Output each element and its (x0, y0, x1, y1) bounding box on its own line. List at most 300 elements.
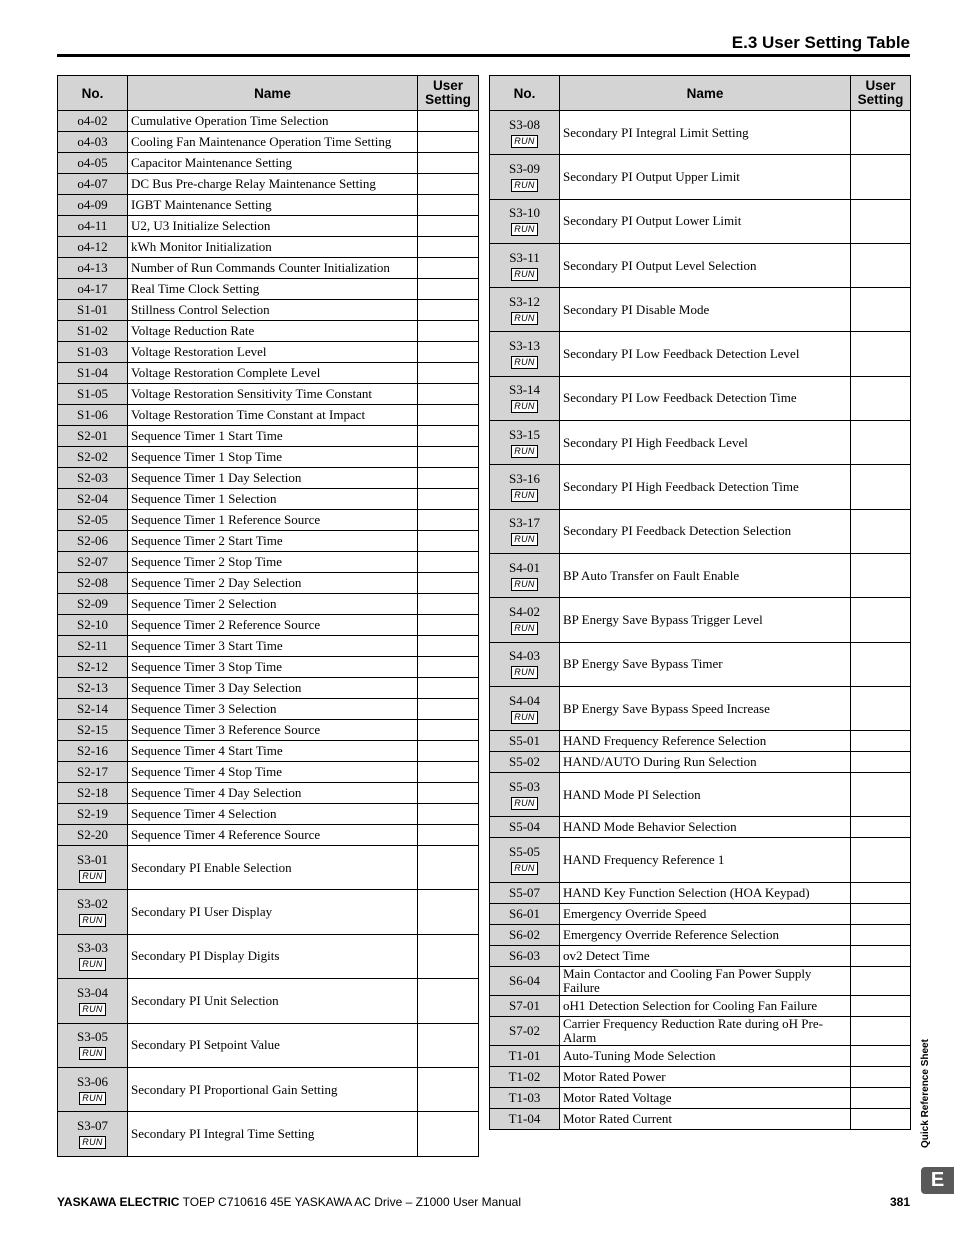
parameter-number: S3-13 (508, 338, 541, 354)
user-setting-cell[interactable] (418, 195, 479, 216)
user-setting-cell[interactable] (851, 838, 911, 882)
parameter-number: S3-01 (76, 851, 109, 867)
parameter-name: Voltage Reduction Rate (128, 321, 418, 342)
table-row (490, 924, 911, 945)
run-badge-icon: RUN (511, 179, 537, 192)
user-setting-cell[interactable] (851, 376, 911, 420)
user-setting-cell[interactable] (851, 945, 911, 966)
parameter-name: HAND Frequency Reference 1 (560, 838, 851, 882)
parameter-name: Sequence Timer 1 Start Time (128, 426, 418, 447)
parameter-number-cell (58, 741, 128, 762)
parameter-number-cell (490, 966, 560, 995)
parameter-number: S3-16 (508, 471, 541, 487)
parameter-number-cell (58, 825, 128, 846)
user-setting-cell[interactable] (851, 553, 911, 597)
user-setting-cell[interactable] (418, 657, 479, 678)
parameter-name: HAND/AUTO During Run Selection (560, 752, 851, 773)
table-row (58, 783, 479, 804)
parameter-number: S5-03 (508, 778, 541, 794)
parameter-number-cell (58, 594, 128, 615)
parameter-name: Secondary PI Output Upper Limit (560, 155, 851, 199)
parameter-number-cell (490, 199, 560, 243)
parameter-number-cell (490, 465, 560, 509)
parameter-number: S3-09 (508, 160, 541, 176)
parameter-number-cell (58, 237, 128, 258)
user-setting-cell[interactable] (851, 509, 911, 553)
column-header-name: Name (560, 76, 851, 111)
parameter-number-cell (58, 573, 128, 594)
parameter-number-cell (490, 995, 560, 1016)
table-row (58, 195, 479, 216)
parameter-number: o4-09 (77, 197, 108, 212)
parameter-number-cell (58, 405, 128, 426)
user-setting-cell[interactable] (418, 237, 479, 258)
parameter-number: S4-03 (508, 648, 541, 664)
parameter-name: Secondary PI User Display (128, 890, 418, 934)
table-row (58, 510, 479, 531)
user-setting-cell[interactable] (418, 934, 479, 978)
run-badge-icon: RUN (79, 870, 105, 883)
user-setting-cell[interactable] (418, 216, 479, 237)
table-row (58, 825, 479, 846)
side-tab-label: Quick Reference Sheet (920, 1039, 931, 1148)
user-setting-cell[interactable] (418, 720, 479, 741)
user-setting-cell[interactable] (418, 111, 479, 132)
parameter-number: S2-17 (76, 764, 109, 779)
parameter-number-cell (490, 882, 560, 903)
parameter-name: Cooling Fan Maintenance Operation Time Setting (128, 132, 418, 153)
user-setting-cell[interactable] (418, 1023, 479, 1067)
parameter-number: S3-17 (508, 515, 541, 531)
user-setting-cell[interactable] (418, 552, 479, 573)
parameter-name: Capacitor Maintenance Setting (128, 153, 418, 174)
table-row (58, 447, 479, 468)
footer-brand: YASKAWA ELECTRIC (57, 1195, 180, 1209)
parameter-number-cell (490, 1108, 560, 1129)
parameter-number-cell (490, 1045, 560, 1066)
user-setting-cell[interactable] (418, 573, 479, 594)
run-badge-icon: RUN (79, 1092, 105, 1105)
user-setting-cell[interactable] (851, 995, 911, 1016)
table-row (58, 804, 479, 825)
table-row (58, 153, 479, 174)
parameter-name: Sequence Timer 1 Selection (128, 489, 418, 510)
table-row (58, 594, 479, 615)
user-setting-cell[interactable] (851, 752, 911, 773)
parameter-name: Secondary PI Unit Selection (128, 979, 418, 1023)
parameter-number-cell (58, 783, 128, 804)
parameter-name: Secondary PI Integral Limit Setting (560, 111, 851, 155)
run-badge-icon: RUN (511, 489, 537, 502)
user-setting-cell[interactable] (418, 804, 479, 825)
table-row (58, 111, 479, 132)
user-setting-cell[interactable] (418, 531, 479, 552)
parameter-number: S6-01 (508, 905, 541, 921)
parameter-name: Secondary PI Output Level Selection (560, 243, 851, 287)
parameter-name: kWh Monitor Initialization (128, 237, 418, 258)
parameter-number: S2-18 (76, 785, 109, 800)
user-setting-cell[interactable] (418, 594, 479, 615)
parameter-number: S2-05 (76, 512, 109, 527)
user-setting-cell[interactable] (418, 846, 479, 890)
parameter-number: S1-06 (76, 407, 109, 422)
parameter-name: Main Contactor and Cooling Fan Power Supply Failure (560, 966, 851, 995)
parameter-number-cell (490, 924, 560, 945)
table-row (58, 468, 479, 489)
parameter-number-cell (490, 553, 560, 597)
user-setting-cell[interactable] (851, 817, 911, 838)
table-row (58, 1067, 479, 1111)
table-row (58, 636, 479, 657)
user-setting-table-left (57, 75, 479, 1157)
user-setting-cell[interactable] (418, 825, 479, 846)
run-badge-icon: RUN (511, 622, 537, 635)
table-row (490, 509, 911, 553)
parameter-name: Sequence Timer 4 Selection (128, 804, 418, 825)
parameter-name: BP Energy Save Bypass Speed Increase (560, 686, 851, 730)
parameter-number: S3-07 (76, 1118, 109, 1134)
parameter-number-cell (58, 1023, 128, 1067)
table-row (58, 342, 479, 363)
table-row (58, 132, 479, 153)
parameter-number: S3-05 (76, 1029, 109, 1045)
parameter-number-cell (490, 155, 560, 199)
table-row (490, 421, 911, 465)
parameter-number: o4-17 (77, 281, 108, 296)
user-setting-cell[interactable] (851, 332, 911, 376)
user-setting-cell[interactable] (418, 447, 479, 468)
table-row (58, 237, 479, 258)
parameter-name: Real Time Clock Setting (128, 279, 418, 300)
table-row (490, 465, 911, 509)
parameter-number: S2-12 (76, 659, 109, 674)
parameter-number: S2-14 (76, 701, 109, 716)
user-setting-cell[interactable] (851, 1066, 911, 1087)
table-row (58, 678, 479, 699)
parameter-number-cell (490, 288, 560, 332)
parameter-number-cell (58, 132, 128, 153)
user-setting-cell[interactable] (418, 384, 479, 405)
parameter-number-cell (490, 773, 560, 817)
parameter-number: T1-02 (508, 1068, 541, 1084)
user-setting-cell[interactable] (418, 258, 479, 279)
column-header-name: Name (128, 76, 418, 111)
user-setting-cell[interactable] (851, 966, 911, 995)
parameter-number-cell (58, 934, 128, 978)
user-setting-cell[interactable] (851, 421, 911, 465)
parameter-number-cell (58, 216, 128, 237)
parameter-number-cell (58, 531, 128, 552)
table-row (58, 384, 479, 405)
parameter-number: S4-02 (508, 603, 541, 619)
parameter-number-cell (58, 657, 128, 678)
user-setting-cell[interactable] (418, 741, 479, 762)
table-row (490, 598, 911, 642)
parameter-name: Cumulative Operation Time Selection (128, 111, 418, 132)
table-row (490, 1087, 911, 1108)
table-row (490, 686, 911, 730)
table-row (490, 817, 911, 838)
user-setting-cell[interactable] (418, 132, 479, 153)
column-header-no: No. (58, 76, 128, 111)
parameter-number-cell (58, 720, 128, 741)
table-row (490, 199, 911, 243)
parameter-name: BP Auto Transfer on Fault Enable (560, 553, 851, 597)
parameter-name: Sequence Timer 2 Start Time (128, 531, 418, 552)
parameter-number-cell (58, 258, 128, 279)
user-setting-cell[interactable] (418, 1112, 479, 1156)
parameter-number: S1-05 (76, 386, 109, 401)
user-setting-cell[interactable] (851, 598, 911, 642)
parameter-number: S3-04 (76, 984, 109, 1000)
user-setting-cell[interactable] (418, 405, 479, 426)
parameter-name: Secondary PI Low Feedback Detection Level (560, 332, 851, 376)
run-badge-icon: RUN (79, 914, 105, 927)
parameter-name: Stillness Control Selection (128, 300, 418, 321)
run-badge-icon: RUN (511, 711, 537, 724)
parameter-number-cell (490, 332, 560, 376)
table-row (490, 553, 911, 597)
parameter-name: Secondary PI Setpoint Value (128, 1023, 418, 1067)
parameter-number-cell (58, 489, 128, 510)
run-badge-icon: RUN (511, 135, 537, 148)
run-badge-icon: RUN (511, 578, 537, 591)
user-setting-cell[interactable] (851, 903, 911, 924)
parameter-name: Voltage Restoration Complete Level (128, 363, 418, 384)
table-row (58, 531, 479, 552)
parameter-number-cell (58, 804, 128, 825)
parameter-name: Secondary PI Display Digits (128, 934, 418, 978)
user-setting-cell[interactable] (418, 342, 479, 363)
parameter-number-cell (490, 376, 560, 420)
user-setting-cell[interactable] (418, 783, 479, 804)
table-row (490, 731, 911, 752)
parameter-number-cell (490, 686, 560, 730)
parameter-number: S6-03 (508, 947, 541, 963)
footer (57, 1195, 521, 1209)
user-setting-cell[interactable] (851, 924, 911, 945)
parameter-name: Sequence Timer 4 Stop Time (128, 762, 418, 783)
table-row (58, 741, 479, 762)
table-row (490, 838, 911, 882)
user-setting-cell[interactable] (851, 465, 911, 509)
run-badge-icon: RUN (511, 862, 537, 875)
parameter-name: HAND Key Function Selection (HOA Keypad) (560, 882, 851, 903)
parameter-number: S5-05 (508, 844, 541, 860)
user-setting-cell[interactable] (418, 979, 479, 1023)
parameter-number: S3-12 (508, 293, 541, 309)
table-row (58, 615, 479, 636)
table-row (58, 489, 479, 510)
user-setting-cell[interactable] (418, 489, 479, 510)
user-setting-cell[interactable] (418, 1067, 479, 1111)
parameter-number-cell (58, 300, 128, 321)
parameter-number: S3-03 (76, 940, 109, 956)
parameter-number: o4-11 (77, 218, 108, 233)
parameter-name: IGBT Maintenance Setting (128, 195, 418, 216)
table-row (58, 762, 479, 783)
table-row (490, 332, 911, 376)
table-row (490, 376, 911, 420)
parameter-name: Secondary PI Proportional Gain Setting (128, 1067, 418, 1111)
user-setting-cell[interactable] (851, 243, 911, 287)
parameter-number: o4-03 (77, 134, 108, 149)
parameter-number: S2-08 (76, 575, 109, 590)
parameter-number: o4-02 (77, 113, 108, 128)
user-setting-cell[interactable] (851, 642, 911, 686)
parameter-number-cell (490, 817, 560, 838)
parameter-number: S4-01 (508, 559, 541, 575)
parameter-number: T1-04 (508, 1110, 541, 1126)
table-row (58, 216, 479, 237)
user-setting-cell[interactable] (418, 678, 479, 699)
user-setting-cell[interactable] (418, 279, 479, 300)
parameter-number-cell (490, 421, 560, 465)
parameter-number: S3-15 (508, 426, 541, 442)
user-setting-cell[interactable] (418, 426, 479, 447)
parameter-number: S1-03 (76, 344, 109, 359)
parameter-number-cell (58, 321, 128, 342)
parameter-name: Voltage Restoration Level (128, 342, 418, 363)
parameter-number: o4-05 (77, 155, 108, 170)
parameter-number-cell (58, 111, 128, 132)
parameter-number: S2-13 (76, 680, 109, 695)
table-row (58, 1112, 479, 1156)
parameter-name: Motor Rated Current (560, 1108, 851, 1129)
side-tab-letter: E (921, 1167, 954, 1194)
user-setting-cell[interactable] (851, 155, 911, 199)
user-setting-cell[interactable] (851, 288, 911, 332)
parameter-number-cell (58, 195, 128, 216)
table-row (58, 174, 479, 195)
run-badge-icon: RUN (79, 1003, 105, 1016)
user-setting-cell[interactable] (851, 773, 911, 817)
user-setting-cell[interactable] (851, 1016, 911, 1045)
user-setting-cell[interactable] (418, 636, 479, 657)
parameter-name: HAND Mode PI Selection (560, 773, 851, 817)
run-badge-icon: RUN (511, 533, 537, 546)
user-setting-cell[interactable] (418, 174, 479, 195)
parameter-number: S7-02 (508, 1022, 541, 1038)
user-setting-cell[interactable] (418, 762, 479, 783)
parameter-number: S3-11 (509, 249, 540, 265)
parameter-number: T1-01 (508, 1047, 541, 1063)
parameter-number-cell (58, 426, 128, 447)
parameter-name: Motor Rated Voltage (560, 1087, 851, 1108)
parameter-number: S3-10 (508, 205, 541, 221)
user-setting-cell[interactable] (851, 1087, 911, 1108)
parameter-name: Secondary PI High Feedback Level (560, 421, 851, 465)
table-row (490, 903, 911, 924)
parameter-name: Secondary PI Output Lower Limit (560, 199, 851, 243)
user-setting-cell[interactable] (418, 615, 479, 636)
table-row (490, 288, 911, 332)
table-row (58, 552, 479, 573)
page-number: 381 (889, 1195, 910, 1209)
parameter-number-cell (58, 615, 128, 636)
parameter-name: Sequence Timer 4 Day Selection (128, 783, 418, 804)
user-setting-cell[interactable] (418, 153, 479, 174)
parameter-name: HAND Frequency Reference Selection (560, 731, 851, 752)
parameter-name: Secondary PI Integral Time Setting (128, 1112, 418, 1156)
parameter-name: Sequence Timer 3 Start Time (128, 636, 418, 657)
parameter-name: Sequence Timer 2 Day Selection (128, 573, 418, 594)
user-setting-cell[interactable] (851, 731, 911, 752)
user-setting-cell[interactable] (418, 699, 479, 720)
parameter-number-cell (58, 890, 128, 934)
table-row (58, 573, 479, 594)
parameter-number: S5-04 (508, 819, 541, 835)
table-row (58, 1023, 479, 1067)
table-row (58, 699, 479, 720)
parameter-number-cell (490, 752, 560, 773)
parameter-number-cell (490, 903, 560, 924)
parameter-number: S3-14 (508, 382, 541, 398)
user-setting-cell[interactable] (851, 111, 911, 155)
parameter-number: S1-02 (76, 323, 109, 338)
table-row (490, 1016, 911, 1045)
user-setting-cell[interactable] (851, 199, 911, 243)
parameter-number-cell (58, 174, 128, 195)
parameter-number-cell (58, 762, 128, 783)
parameter-number-cell (490, 1066, 560, 1087)
table-row (490, 752, 911, 773)
parameter-number: S6-02 (508, 926, 541, 942)
parameter-number-cell (58, 153, 128, 174)
parameter-name: Emergency Override Speed (560, 903, 851, 924)
parameter-number: S2-06 (76, 533, 109, 548)
parameter-number-cell (58, 979, 128, 1023)
table-row (490, 243, 911, 287)
table-row (490, 1066, 911, 1087)
parameter-number: o4-12 (77, 239, 108, 254)
user-setting-cell[interactable] (418, 363, 479, 384)
table-row (58, 979, 479, 1023)
table-row (58, 890, 479, 934)
user-setting-cell[interactable] (851, 1045, 911, 1066)
parameter-name: Sequence Timer 3 Day Selection (128, 678, 418, 699)
parameter-name: Number of Run Commands Counter Initialization (128, 258, 418, 279)
user-setting-cell[interactable] (851, 882, 911, 903)
parameter-number: S5-01 (508, 733, 541, 749)
user-setting-cell[interactable] (851, 686, 911, 730)
parameter-number-cell (490, 642, 560, 686)
parameter-name: Secondary PI Feedback Detection Selection (560, 509, 851, 553)
table-row (58, 846, 479, 890)
user-setting-cell[interactable] (418, 890, 479, 934)
parameter-number: T1-03 (508, 1089, 541, 1105)
parameter-number-cell (490, 838, 560, 882)
parameter-number: S4-04 (508, 692, 541, 708)
parameter-number: S1-04 (76, 365, 109, 380)
parameter-name: U2, U3 Initialize Selection (128, 216, 418, 237)
user-setting-cell[interactable] (418, 510, 479, 531)
parameter-number: S2-16 (76, 743, 109, 758)
parameter-name: Sequence Timer 3 Selection (128, 699, 418, 720)
user-setting-cell[interactable] (851, 1108, 911, 1129)
parameter-name: Secondary PI Disable Mode (560, 288, 851, 332)
table-row (58, 363, 479, 384)
user-setting-cell[interactable] (418, 300, 479, 321)
table-row (58, 720, 479, 741)
user-setting-cell[interactable] (418, 321, 479, 342)
parameter-number: S3-08 (508, 116, 541, 132)
user-setting-cell[interactable] (418, 468, 479, 489)
parameter-number-cell (58, 636, 128, 657)
parameter-number: S7-01 (508, 997, 541, 1013)
column-header-user-setting: User Setting (851, 76, 911, 111)
table-row (490, 995, 911, 1016)
